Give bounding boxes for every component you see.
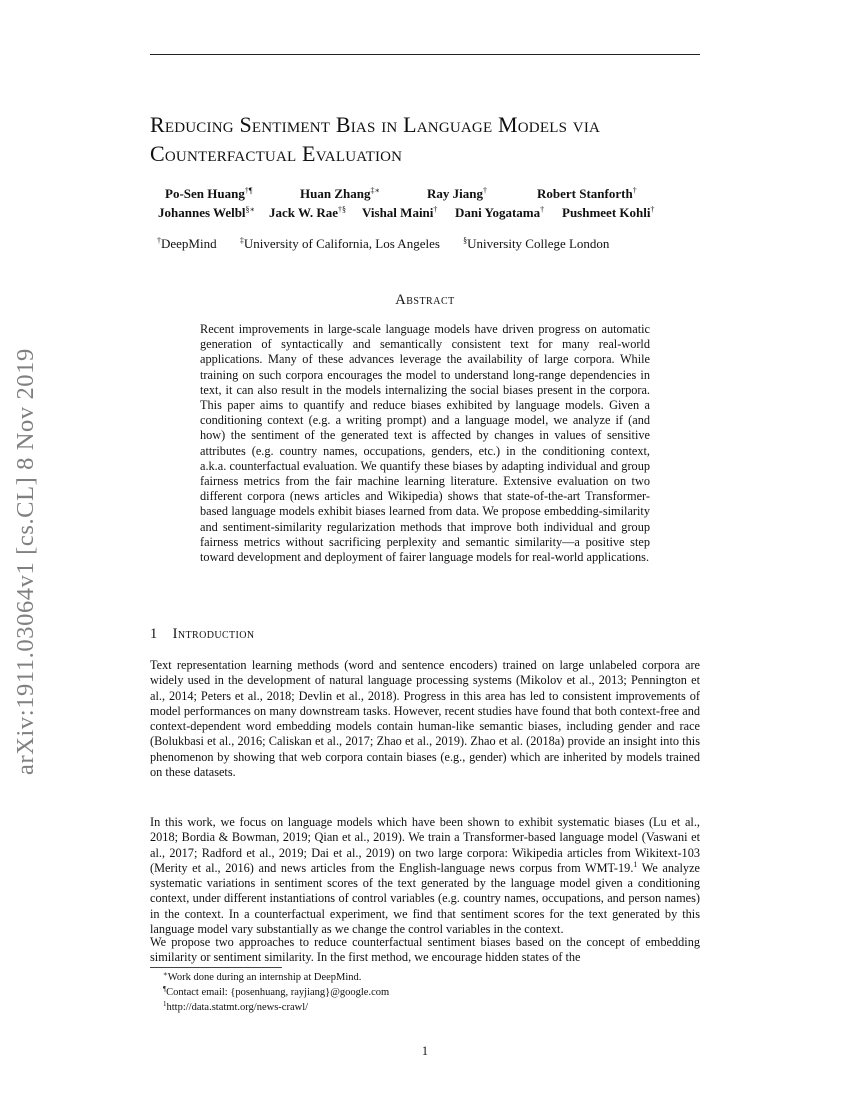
page-number: 1 [421, 1044, 429, 1058]
affiliations [157, 236, 717, 252]
footnote: ¶Contact email: {posenhuang, rayjiang}@google.com [163, 985, 390, 998]
section-number: 1 [150, 626, 158, 642]
footnote-rule [150, 967, 282, 968]
author: Huan Zhang‡∗ [300, 186, 380, 201]
author: Vishal Maini† [362, 205, 438, 220]
affiliation: †DeepMind [157, 236, 217, 251]
footnote-link[interactable]: http://data.statmt.org/news-crawl/ [166, 1002, 309, 1013]
author: Po-Sen Huang†¶ [165, 186, 253, 201]
abstract-heading: Abstract [395, 292, 455, 308]
abstract-text: Recent improvements in large-scale language models have driven progress on automatic generation of syntactically and semantically consistent text for many real-world applications. Many of these advances leverage the availability of large corpora. While training on such corpora encourages the model to understand long-range dependencies in text, it can also result in the models internalizing the social biases present in the corpora. This paper aims to quantify and reduce biases exhibited by language models. Given a conditioning context (e.g. a writing prompt) and a language model, we analyze if (and how) the sentiment of the generated text is affected by changes in values of sensitive attributes (e.g. country names, occupations, genders, etc.) in the conditioning context, a.k.a. counterfactual evaluation. We quantify these biases by adapting individual and group fairness metrics from the fair machine learning literature. Extensive evaluation on two different corpora (news articles and Wikipedia) shows that state-of-the-art Transformer-based language models exhibit biases learned from data. We propose embedding-similarity and sentiment-similarity regularization methods that improve both individual and group fairness metrics without sacrificing perplexity and semantic similarity—a positive step toward development and deployment of fairer language models for real-world applications. [200, 322, 650, 565]
author: Robert Stanforth† [537, 186, 637, 201]
paragraph: Text representation learning methods (word and sentence encoders) trained on large unlabeled corpora are widely used in the development of natural language processing systems (Mikolov et al., 2013; Pennington et al., 2014; Peters et al., 2018; Devlin et al., 2018). Progress in this area has led to consistent improvements of model performances on many downstream tasks. However, recent studies have found that both context-free and context-dependent word embedding models contain human-like semantic biases, including gender and race (Bolukbasi et al., 2016; Caliskan et al., 2017; Zhao et al., 2019). Zhao et al. (2018a) provide an insight into this phenomenon by showing that web corpora contain biases (e.g., gender) which are inherited by models trained on these datasets. [150, 658, 700, 780]
arxiv-stamp: arXiv:1911.03064v1 [cs.CL] 8 Nov 2019 [12, 348, 39, 775]
section-heading [150, 626, 255, 643]
paragraph: In this work, we focus on language models which have been shown to exhibit systematic biases (Lu et al., 2018; Bordia & Bowman, 2019; Qian et al., 2019). We train a Transformer-based language model (Vaswani et al., 2017; Radford et al., 2019; Dai et al., 2019) on two large corpora: Wikipedia articles from Wikitext-103 (Merity et al., 2016) and news articles from the English-language news corpus from WMT-19.$^1$ We analyze systematic variations in sentiment scores of the text generated by the language model given a conditioning context, under different instantiations of control variables (e.g. country names, occupations, and person names) in the context. In a counterfactual experiment, we find that sentiment scores for the text generated by this language model vary substantially as we change the control variables in the context. [150, 815, 700, 937]
footnotes [163, 970, 703, 1015]
paragraph: We propose two approaches to reduce counterfactual sentiment biases based on the concept of embedding similarity or sentiment similarity. In the first method, we encourage hidden states of the [150, 935, 700, 965]
footnote-ref[interactable]: 1 [633, 859, 638, 869]
author-row-2 [150, 203, 710, 222]
author-row-1 [150, 184, 710, 203]
top-rule [150, 54, 700, 55]
author: Ray Jiang† [427, 186, 487, 201]
author: Pushmeet Kohli† [562, 205, 655, 220]
affiliation: ‡University of California, Los Angeles [239, 236, 440, 251]
section-title: Introduction [172, 626, 255, 642]
author: Jack W. Rae†§ [269, 205, 346, 220]
author: Johannes Welbl§∗ [158, 205, 255, 220]
paper-title: Reducing Sentiment Bias in Language Models via Counterfactual Evaluation [150, 112, 601, 166]
affiliation: §University College London [463, 236, 610, 251]
author: Dani Yogatama† [455, 205, 545, 220]
footnote: ∗Work done during an internship at DeepMind. [163, 970, 362, 983]
footnote[interactable]: $^1$http://data.statmt.org/news-crawl/ [163, 1000, 309, 1013]
author-block [150, 184, 710, 222]
